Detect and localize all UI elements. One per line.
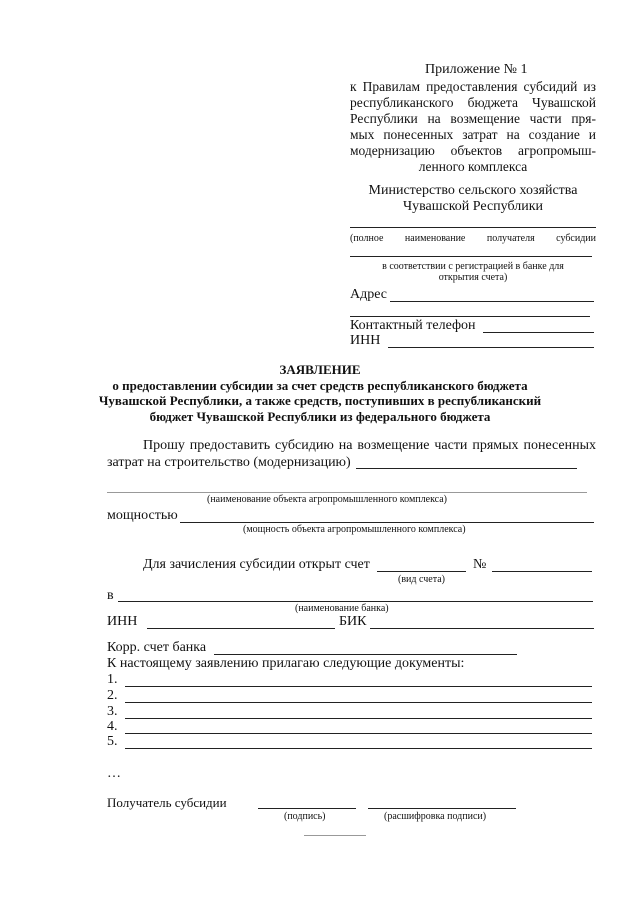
registration-hint-line2: открытия счета) — [438, 272, 508, 283]
capacity-field[interactable] — [180, 522, 594, 523]
title-line1: о предоставлении субсидии за счет средств республиканского бюджета — [112, 377, 528, 393]
request-line1: Прошу предоставить субсидию на возмещение части прямых понесенных — [143, 438, 596, 453]
doc-item-number: 4. — [107, 719, 118, 734]
signature-field[interactable] — [258, 808, 356, 809]
date-field[interactable] — [304, 835, 366, 836]
address-field-2[interactable] — [350, 316, 590, 317]
recipient-label: Получатель субсидии — [107, 795, 227, 810]
recipient-name-line-2[interactable] — [350, 256, 592, 257]
signature-hint: (подпись) — [284, 811, 326, 822]
construction-field[interactable] — [356, 468, 577, 469]
account-text: Для зачисления субсидии открыт счет — [143, 557, 370, 572]
corr-account-field[interactable] — [214, 654, 517, 655]
doc-item-number: 2. — [107, 688, 118, 703]
doc-item-field[interactable] — [125, 718, 592, 719]
bank-inn-field[interactable] — [147, 628, 335, 629]
decoding-hint: (расшифровка подписи) — [384, 811, 487, 822]
bik-label: БИК — [339, 614, 367, 629]
appendix-line: модернизацию объектов агропромыш- — [350, 143, 596, 158]
bank-name-field[interactable] — [118, 601, 593, 602]
appendix-line: мых понесенных затрат на создание и — [350, 127, 596, 142]
object-name-hint: (наименование объекта агропромышленного комплекса) — [207, 494, 448, 505]
ellipsis: … — [107, 766, 121, 781]
appendix-line: Республики на возмещение части пря- — [350, 111, 596, 126]
doc-item-field[interactable] — [125, 748, 592, 749]
address-label: Адрес — [350, 287, 388, 302]
account-type-hint: (вид счета) — [398, 574, 445, 585]
bik-field[interactable] — [370, 628, 594, 629]
bank-in-label: в — [107, 588, 114, 603]
account-number-field[interactable] — [492, 571, 592, 572]
appendix-line: к Правилам предоставления субсидий из — [350, 79, 596, 94]
registration-hint — [350, 261, 596, 283]
appendix-line: ленного комплекса — [418, 159, 528, 174]
corr-account-label: Корр. счет банка — [107, 640, 207, 655]
documents-label: К настоящему заявлению прилагаю следующие документы: — [107, 656, 465, 671]
doc-item-number: 5. — [107, 734, 118, 749]
appendix-line: республиканского бюджета Чувашской — [350, 95, 596, 110]
title-heading: ЗАЯВЛЕНИЕ — [279, 362, 361, 377]
doc-item-field[interactable] — [125, 702, 592, 703]
title-line3: бюджет Чувашской Республики из федерального бюджета — [149, 408, 491, 424]
doc-item-number: 3. — [107, 704, 118, 719]
account-type-field[interactable] — [377, 571, 466, 572]
phone-field[interactable] — [483, 332, 594, 333]
appendix-number: Приложение № 1 — [425, 62, 528, 77]
object-name-field[interactable] — [107, 492, 587, 493]
phone-label: Контактный телефон — [350, 318, 476, 333]
recipient-name-line[interactable] — [350, 227, 596, 228]
decoding-field[interactable] — [368, 808, 516, 809]
capacity-label: мощностью — [107, 508, 178, 523]
doc-item-number: 1. — [107, 672, 118, 687]
appendix-description — [350, 79, 596, 175]
doc-item-field[interactable] — [125, 686, 592, 687]
doc-item-field[interactable] — [125, 733, 592, 734]
capacity-hint: (мощность объекта агропромышленного комплекса) — [243, 524, 466, 535]
registration-hint-line1: в соответствии с регистрацией в банке для — [382, 261, 564, 272]
header-inn-field[interactable] — [388, 347, 594, 348]
ministry-line1: Министерство сельского хозяйства — [368, 183, 578, 198]
recipient-name-hint: (полное наименование получателя субсидии — [350, 233, 596, 244]
bank-name-hint: (наименование банка) — [295, 603, 389, 614]
document-title — [80, 362, 560, 424]
ministry-line2: Чувашской Республики — [402, 199, 544, 214]
ministry-name — [350, 183, 596, 215]
header-inn-label: ИНН — [350, 333, 381, 348]
number-sign: № — [473, 557, 487, 572]
title-line2: Чувашской Республики, а также средств, поступивших в республиканский — [98, 393, 542, 408]
address-field[interactable] — [390, 301, 594, 302]
request-line2: затрат на строительство (модернизацию) — [107, 455, 351, 470]
bank-inn-label: ИНН — [107, 614, 138, 629]
